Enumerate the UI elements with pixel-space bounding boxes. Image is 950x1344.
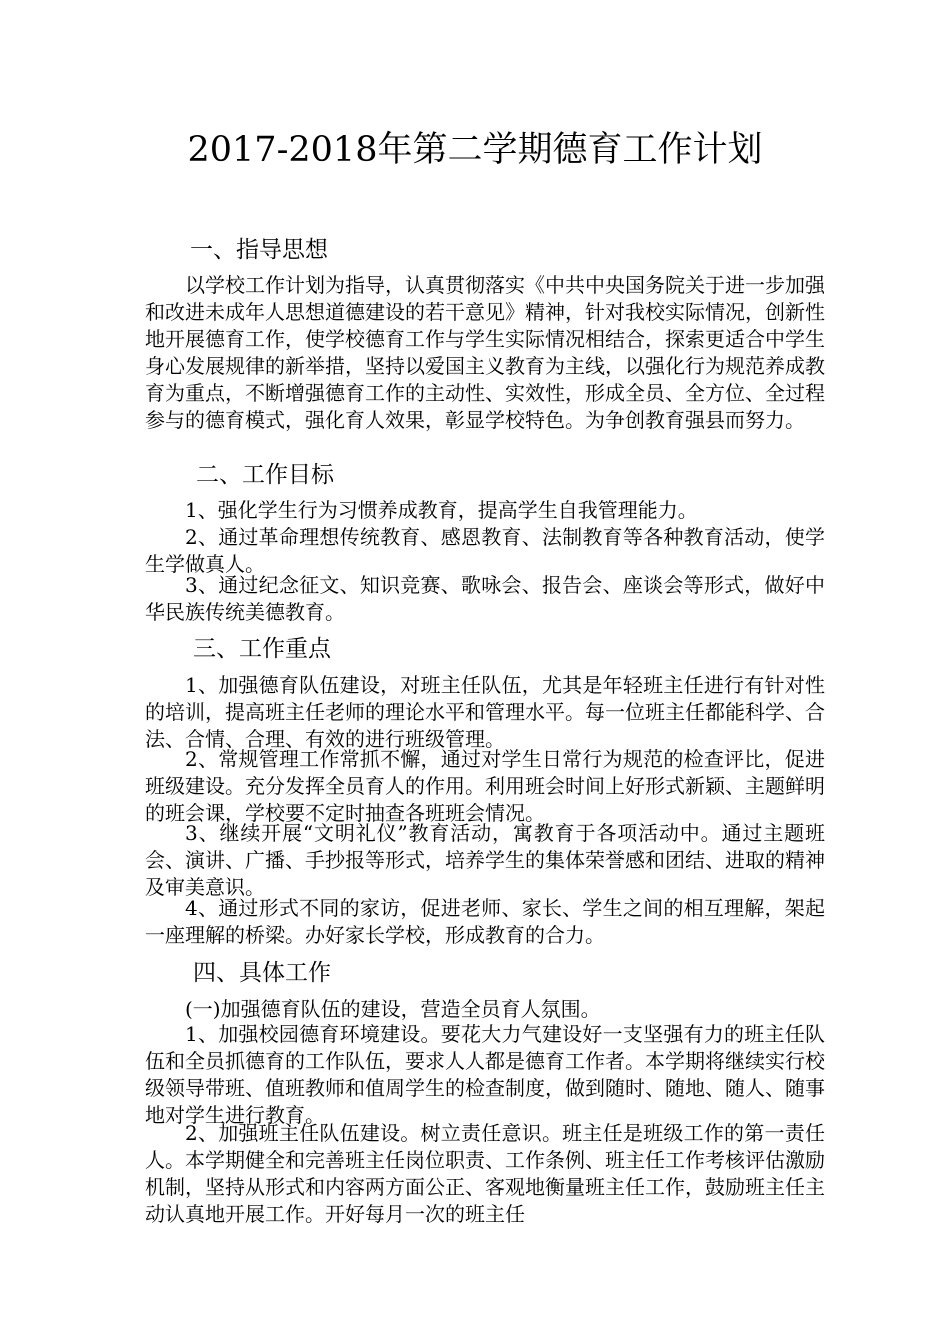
paragraph-focus-3: 3、继续开展“文明礼仪”教育活动，寓教育于各项活动中。通过主题班会、演讲、广播、手抄报等形式，培养学生的集体荣誉感和团结、进取的精神及审美意识。 — [145, 821, 825, 899]
section-heading-guiding-thought: 一、指导思想 — [190, 237, 328, 263]
document-title: 2017-2018年第二学期德育工作计划 — [187, 130, 763, 170]
section-heading-specific-work: 四、具体工作 — [193, 960, 331, 986]
paragraph-goal-3: 3、通过纪念征文、知识竞赛、歌咏会、报告会、座谈会等形式，做好中华民族传统美德教育。 — [145, 573, 825, 624]
paragraph-focus-1: 1、加强德育队伍建设，对班主任队伍，尤其是年轻班主任进行有针对性的培训，提高班主任老师的理论水平和管理水平。每一位班主任都能科学、合法、合情、合理、有效的进行班级管理。 — [145, 673, 825, 751]
paragraph-goal-2: 2、通过革命理想传统教育、感恩教育、法制教育等各种教育活动，使学生学做真人。 — [145, 525, 825, 576]
section-heading-work-goals: 二、工作目标 — [196, 462, 334, 488]
paragraph-specific-subheading-1: (一)加强德育队伍的建设，营造全员育人氛围。 — [185, 997, 601, 1021]
paragraph-focus-4: 4、通过形式不同的家访，促进老师、家长、学生之间的相互理解，架起一座理解的桥梁。办好家长学校，形成教育的合力。 — [145, 896, 825, 947]
paragraph-specific-1: 1、加强校园德育环境建设。要花大力气建设好一支坚强有力的班主任队伍和全员抓德育的工作队伍，要求人人都是德育工作者。本学期将继续实行校级领导带班、值班教师和值周学生的检查制度，做到随时、随地、随人、随事地对学生进行教育。 — [145, 1022, 825, 1127]
paragraph-goal-1: 1、强化学生行为习惯养成教育，提高学生自我管理能力。 — [185, 498, 698, 522]
paragraph-specific-2: 2、加强班主任队伍建设。树立责任意识。班主任是班级工作的第一责任人。本学期健全和完善班主任岗位职责、工作条例、班主任工作考核评估激励机制，坚持从形式和内容两方面公正、客观地衡量班主任工作，鼓励班主任主动认真地开展工作。开好每月一次的班主任 — [145, 1121, 825, 1226]
paragraph-guiding-thought: 以学校工作计划为指导，认真贯彻落实《中共中央国务院关于进一步加强和改进未成年人思想道德建设的若干意见》精神，针对我校实际情况，创新性地开展德育工作，使学校德育工作与学生实际情况相结合，探索更适合中学生身心发展规律的新举措，坚持以爱国主义教育为主线，以强化行为规范养成教育为重点，不断增强德育工作的主动性、实效性，形成全员、全方位、全过程参与的德育模式，强化育人效果，彰显学校特色。为争创教育强县而努力。 — [145, 273, 825, 432]
paragraph-focus-2: 2、常规管理工作常抓不懈，通过对学生日常行为规范的检查评比，促进班级建设。充分发挥全员育人的作用。利用班会时间上好形式新颖、主题鲜明的班会课，学校要不定时抽查各班班会情况。 — [145, 747, 825, 825]
section-heading-work-focus: 三、工作重点 — [193, 636, 331, 662]
